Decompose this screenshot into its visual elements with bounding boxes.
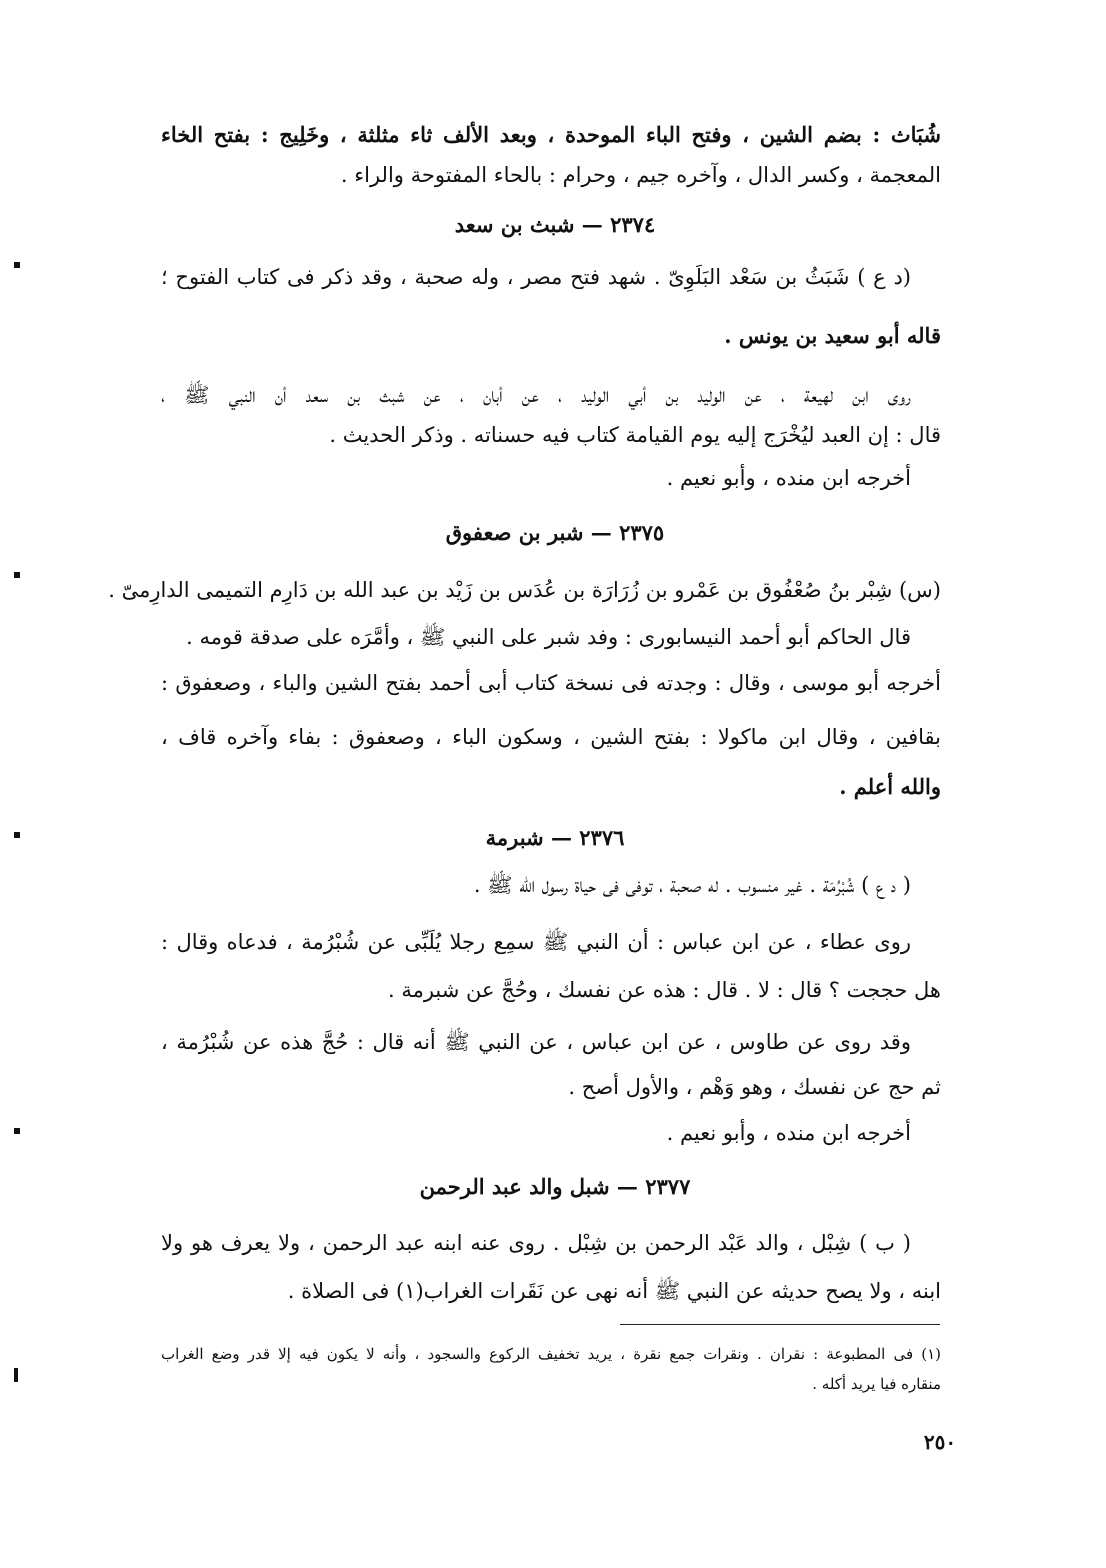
text-line: هل حججت ؟ قال : لا . قال : هذه عن نفسك ، وحُجَّ عن شبرمة . [387,978,941,1002]
text-line: شُبَاث : بضم الشين ، وفتح الباء الموحدة ، وبعد الألف ثاء مثلثة ، وخَلِيج : بفتح الخاء [161,122,941,147]
footnote-line: (١) فى المطبوعة : نقران . ونقرات جمع نقرة ، يريد تخفيف الركوع والسجود ، وأنه لا يكون فيه إلا قدر وضع الغراب [161,1345,941,1363]
text-line: قال : إن العبد ليُخْرَج إليه يوم القيامة كتاب فيه حسناته . وذكر الحديث . [329,423,941,447]
margin-mark [14,262,20,268]
entry-heading-2376: ٢٣٧٦ — شبرمة [485,825,625,850]
margin-mark [14,1368,18,1382]
text-line: ثم حج عن نفسك ، وهو وَهْم ، والأول أصح . [568,1075,941,1099]
page-number: ٢٥٠ [923,1430,957,1454]
text-line: قال الحاكم أبو أحمد النيسابورى : وفد شبر على النبي ﷺ ، وأمَّرَه على صدقة قومه . [186,625,911,649]
text-line: أخرجه ابن منده ، وأبو نعيم . [666,1121,911,1145]
text-line: (س) شِبْر بنُ صُعْفُوق بن عَمْرو بن زُرَارَة بن عُدَس بن زَيْد بن عبد الله بن دَارِم التميمى الدارِمىّ . [108,578,941,602]
text-line: ابنه ، ولا يصح حديثه عن النبي ﷺ أنه نهى عن نَقَرات الغراب(١) فى الصلاة . [287,1279,941,1303]
text-line: روى عطاء ، عن ابن عباس : أن النبي ﷺ سمِع رجلا يُلَبِّى عن شُبْرُمة ، فدعاه وقال : [161,930,911,954]
entry-heading-2377: ٢٣٧٧ — شبل والد عبد الرحمن [419,1174,691,1199]
text-line: أخرجه أبو موسى ، وقال : وجدته فى نسخة كتاب أبى أحمد بفتح الشين والباء ، وصعفوق : [161,671,941,695]
entry-heading-2375: ٢٣٧٥ — شبر بن صعفوق [445,520,665,545]
margin-mark [14,832,20,838]
text-line: والله أعلم . [839,774,941,799]
margin-mark [14,572,20,578]
text-line: قاله أبو سعيد بن يونس . [724,323,941,348]
text-line: بقافين ، وقال ابن ماكولا : بفتح الشين ، وسكون الباء ، وصعفوق : بفاء وآخره قاف ، [161,725,941,749]
text-line: ( د ع ) شُبْرُمَة . غير منسوب . له صحبة ، توفى فى حياة رسول الله ﷺ . [473,873,911,897]
text-line: (د ع ) شَبَثُ بن سَعْد البَلَوِىّ . شهد فتح مصر ، وله صحبة ، وقد ذكر فى كتاب الفتوح ؛ [161,265,911,289]
text-line: أخرجه ابن منده ، وأبو نعيم . [666,466,911,490]
text-line: ( ب ) شِبْل ، والد عَبْد الرحمن بن شِبْل . روى عنه ابنه عبد الرحمن ، ولا يعرف هو ولا [161,1231,911,1255]
text-line: المعجمة ، وكسر الدال ، وآخره جيم ، وحرام : بالحاء المفتوحة والراء . [340,163,941,187]
footnote-line: منقاره فيا يريد أكله . [812,1375,941,1393]
margin-mark [14,1128,20,1134]
text-line: روى ابن لهيعة ، عن الوليد بن أبي الوليد ، عن أبان ، عن شبث بن سعد أن النبي ﷺ ، [161,383,911,407]
footnote-divider [620,1324,940,1325]
text-line: وقد روى عن طاوس ، عن ابن عباس ، عن النبي ﷺ أنه قال : حُجَّ هذه عن شُبْرُمة ، [161,1030,911,1054]
entry-heading-2374: ٢٣٧٤ — شبث بن سعد [454,212,656,237]
